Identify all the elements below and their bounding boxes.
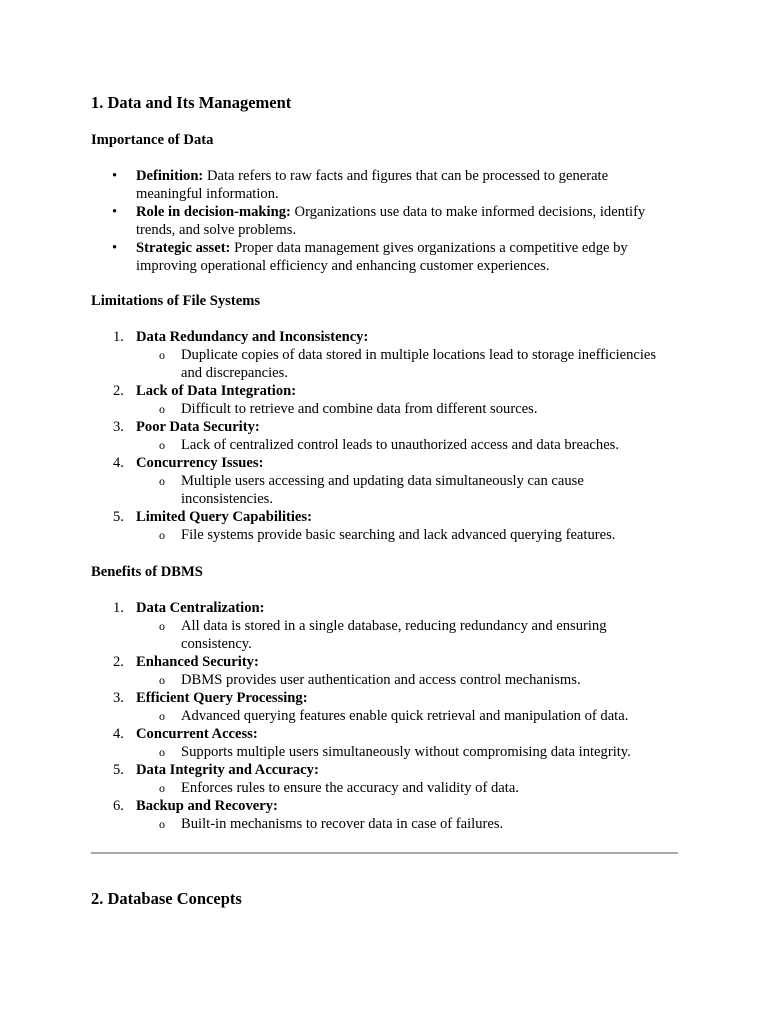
list-item — [91, 454, 681, 508]
sub-bullet-icon: o — [159, 402, 165, 416]
sub-bullet-icon: o — [159, 709, 165, 723]
sub-text: Duplicate copies of data stored in multiple locations lead to storage inefficiencies — [181, 347, 657, 363]
sub-item — [91, 779, 681, 797]
item-label: Lack of Data Integration: — [136, 383, 297, 399]
item-number: 3. — [113, 690, 124, 706]
list-item — [91, 203, 681, 239]
sub-text: Enforces rules to ensure the accuracy and validity of data. — [181, 780, 519, 796]
bullet-icon: • — [112, 168, 118, 184]
list-item — [91, 382, 681, 418]
list-item — [91, 761, 681, 797]
item-number: 5. — [113, 762, 124, 778]
sub-bullet-icon: o — [159, 348, 165, 362]
sub-text: Difficult to retrieve and combine data from different sources. — [181, 401, 538, 417]
sub-text: All data is stored in a single database, reducing redundancy and ensuring — [181, 618, 607, 634]
item-label: Poor Data Security: — [136, 419, 260, 435]
limitations-heading: Limitations of File Systems — [91, 293, 261, 309]
sub-item — [91, 671, 681, 689]
item-number: 3. — [113, 419, 124, 435]
item-number: 2. — [113, 383, 124, 399]
item-text: Organizations use data to make informed decisions, identify — [294, 204, 646, 220]
list-item — [91, 328, 681, 382]
item-number: 6. — [113, 798, 124, 814]
benefits-heading: Benefits of DBMS — [91, 564, 203, 580]
item-number: 1. — [113, 329, 124, 345]
item-label: Concurrent Access: — [136, 726, 258, 742]
list-item — [91, 508, 681, 544]
importance-section — [91, 131, 681, 275]
item-label: Data Redundancy and Inconsistency: — [136, 329, 369, 345]
section-1-title: 1. Data and Its Management — [91, 93, 292, 112]
sub-bullet-icon: o — [159, 619, 165, 633]
sub-text-cont: inconsistencies. — [181, 491, 274, 507]
list-item — [91, 689, 681, 725]
item-text-cont: trends, and solve problems. — [136, 222, 297, 238]
sub-bullet-icon: o — [159, 528, 165, 542]
sub-text-cont: consistency. — [181, 636, 252, 652]
sub-item — [91, 400, 681, 418]
sub-bullet-icon: o — [159, 474, 165, 488]
item-number: 5. — [113, 509, 124, 525]
item-number: 4. — [113, 726, 124, 742]
sub-text: Multiple users accessing and updating data simultaneously can cause — [181, 473, 584, 489]
limitations-list — [91, 328, 681, 544]
item-text: Proper data management gives organizations a competitive edge by — [234, 240, 628, 256]
sub-item — [91, 815, 681, 833]
sub-text: File systems provide basic searching and lack advanced querying features. — [181, 527, 616, 543]
list-item — [91, 418, 681, 454]
sub-item — [91, 617, 681, 653]
item-label: Definition: — [136, 168, 204, 184]
item-number: 1. — [113, 600, 124, 616]
item-label: Limited Query Capabilities: — [136, 509, 312, 525]
sub-text: DBMS provides user authentication and access control mechanisms. — [181, 672, 581, 688]
sub-item — [91, 707, 681, 725]
benefits-list — [91, 599, 681, 833]
sub-item — [91, 743, 681, 761]
limitations-section — [91, 292, 681, 544]
item-number: 2. — [113, 654, 124, 670]
sub-text-cont: and discrepancies. — [181, 365, 288, 381]
sub-text: Advanced querying features enable quick retrieval and manipulation of data. — [181, 708, 629, 724]
list-item — [91, 599, 681, 653]
item-label: Role in decision-making: — [136, 204, 291, 220]
sub-text: Built-in mechanisms to recover data in case of failures. — [181, 816, 504, 832]
item-number: 4. — [113, 455, 124, 471]
item-label: Enhanced Security: — [136, 654, 259, 670]
importance-list — [91, 167, 681, 275]
item-text: Data refers to raw facts and figures that can be processed to generate — [206, 168, 609, 184]
bullet-icon: • — [112, 240, 118, 256]
benefits-section — [91, 563, 681, 833]
item-label: Concurrency Issues: — [136, 455, 264, 471]
item-label: Efficient Query Processing: — [136, 690, 308, 706]
sub-item — [91, 472, 681, 508]
list-item — [91, 797, 681, 833]
horizontal-divider — [91, 852, 678, 854]
sub-item — [91, 346, 681, 382]
bullet-icon: • — [112, 204, 118, 220]
list-item — [91, 239, 681, 275]
sub-bullet-icon: o — [159, 438, 165, 452]
item-text-cont: meaningful information. — [136, 186, 279, 202]
sub-text: Supports multiple users simultaneously without compromising data integrity. — [181, 744, 631, 760]
list-item — [91, 653, 681, 689]
list-item — [91, 725, 681, 761]
sub-bullet-icon: o — [159, 817, 165, 831]
item-label: Data Centralization: — [136, 600, 265, 616]
sub-bullet-icon: o — [159, 781, 165, 795]
section-2-title: 2. Database Concepts — [91, 889, 242, 908]
sub-text: Lack of centralized control leads to unauthorized access and data breaches. — [181, 437, 620, 453]
item-label: Strategic asset: — [136, 240, 231, 256]
sub-item — [91, 526, 681, 544]
item-label: Data Integrity and Accuracy: — [136, 762, 319, 778]
sub-bullet-icon: o — [159, 673, 165, 687]
item-text-cont: improving operational efficiency and enhancing customer experiences. — [136, 258, 550, 274]
item-label: Backup and Recovery: — [136, 798, 278, 814]
importance-heading: Importance of Data — [91, 132, 214, 148]
list-item — [91, 167, 681, 203]
sub-item — [91, 436, 681, 454]
sub-bullet-icon: o — [159, 745, 165, 759]
